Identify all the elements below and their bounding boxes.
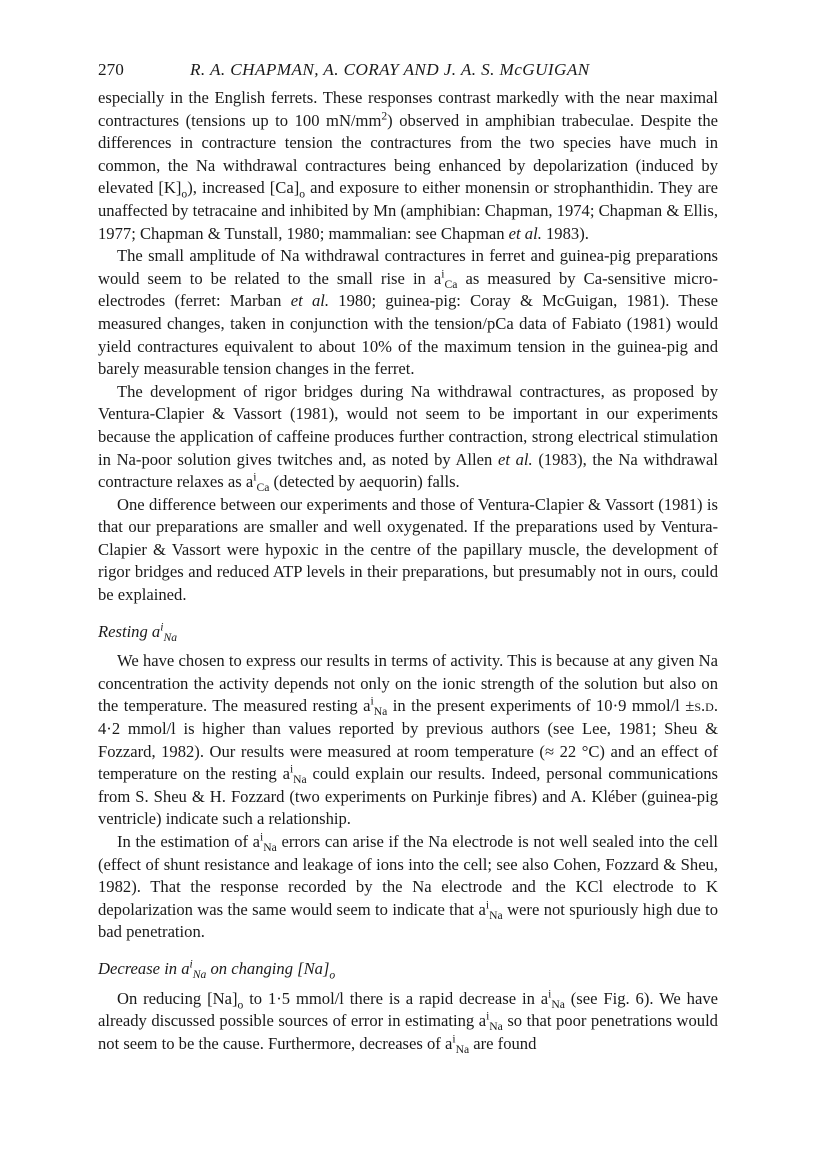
paragraph-estimation-errors: In the estimation of $a^i_{Na}$ errors can arise if the Na electrode is not well sealed into the cell (effect of shunt resistance and leakage of ions into the cell; see also Cohen, Fozzard & Sheu, 1982). That the response recorded by the Na electrode and the KCl electrode to K depolarization was the same would seem to indicate that $a^i_{Na}$ were not spuriously high due to bad penetration. [98, 830, 718, 942]
section-heading-resting: Resting $a^i_{Na}$ [98, 620, 178, 644]
paragraph-oxygenation: One difference between our experiments and those of Ventura-Clapier & Vassort (1981) is that our preparations are smaller and well oxygenated. If the preparations used by Ventura-Clapier & Vassort were hypoxic in the centre of the papillary muscle, the development of rigor bridges and reduced ATP levels in their preparations, but presumably not in ours, could be explained. [98, 494, 718, 605]
paragraph-small-amplitude: The small amplitude of Na withdrawal contractures in ferret and guinea-pig preparations would seem to be related to the small rise in $a^i_{Ca}$ as measured by Ca-sensitive micro-electrodes (ferret: Marban et al. 1980; guinea-pig: Coray & McGuigan, 1981). These measured changes, taken in conjunction with the tension/pCa data of Fabiato (1981) would yield contractures equivalent to about 10% of the maximum tension in the guinea-pig and barely measurable tension changes in the ferret. [98, 246, 718, 379]
paragraph-contracture-tension: especially in the English ferrets. These responses contrast markedly with the near maximal contractures (tensions up to 100 $mN/mm^2$) observed in amphibian trabeculae. Despite the differences in contracture tension the contractures from the two species have much in common, the Na withdrawal contractures being enhanced by depolarization (induced by elevated $[K]_o$), increased $[Ca]_o$ and exposure to either monensin or strophanthidin. They are unaffected by tetracaine and inhibited by Mn (amphibian: Chapman, 1974; Chapman & Ellis, 1977; Chapman & Tunstall, 1980; mammalian: see Chapman et al. 1983). [98, 88, 719, 243]
page-number: 270 [98, 60, 124, 79]
running-head-authors: R. A. CHAPMAN, A. CORAY AND J. A. S. McGUIGAN [190, 60, 590, 79]
paragraph-activity: We have chosen to express our results in terms of activity. This is because at any given Na concentration the activity depends not only on the ionic strength of the solution but also on the temperature. The measured resting $a^i_{Na}$ in the present experiments of 10·9 mmol/l ±s.d. 4·2 mmol/l is higher than values reported by previous authors (see Lee, 1981; Sheu & Fozzard, 1982). Our results were measured at room temperature (≈ 22 °C) and an effect of temperature on the resting $a^i_{Na}$ could explain our results. Indeed, personal communications from S. Sheu & H. Fozzard (two experiments on Purkinje fibres) and A. Kléber (guinea-pig ventricle) indicate such a relationship. [98, 651, 718, 829]
paragraph-reducing-na: On reducing $[Na]_o$ to 1·5 mmol/l there is a rapid decrease in $a^i_{Na}$ (see Fig. 6). We have already discussed possible sources of error in estimating $a^i_{Na}$ so that poor penetrations would not seem to be the cause. Furthermore, decreases of $a^i_{Na}$ are found [98, 987, 718, 1056]
article-body [98, 87, 718, 1055]
section-heading-decrease: Decrease in $a^i_{Na}$ on changing $[Na]_o$ [98, 957, 336, 982]
paragraph-rigor-bridges: The development of rigor bridges during Na withdrawal contractures, as proposed by Ventura-Clapier & Vassort (1981), would not seem to be important in our experiments because the application of caffeine produces further contraction, strong electrical stimulation in Na-poor solution gives twitches and, as noted by Allen et al. (1983), the Na withdrawal contracture relaxes as $a^i_{Ca}$ (detected by aequorin) falls. [98, 381, 718, 495]
